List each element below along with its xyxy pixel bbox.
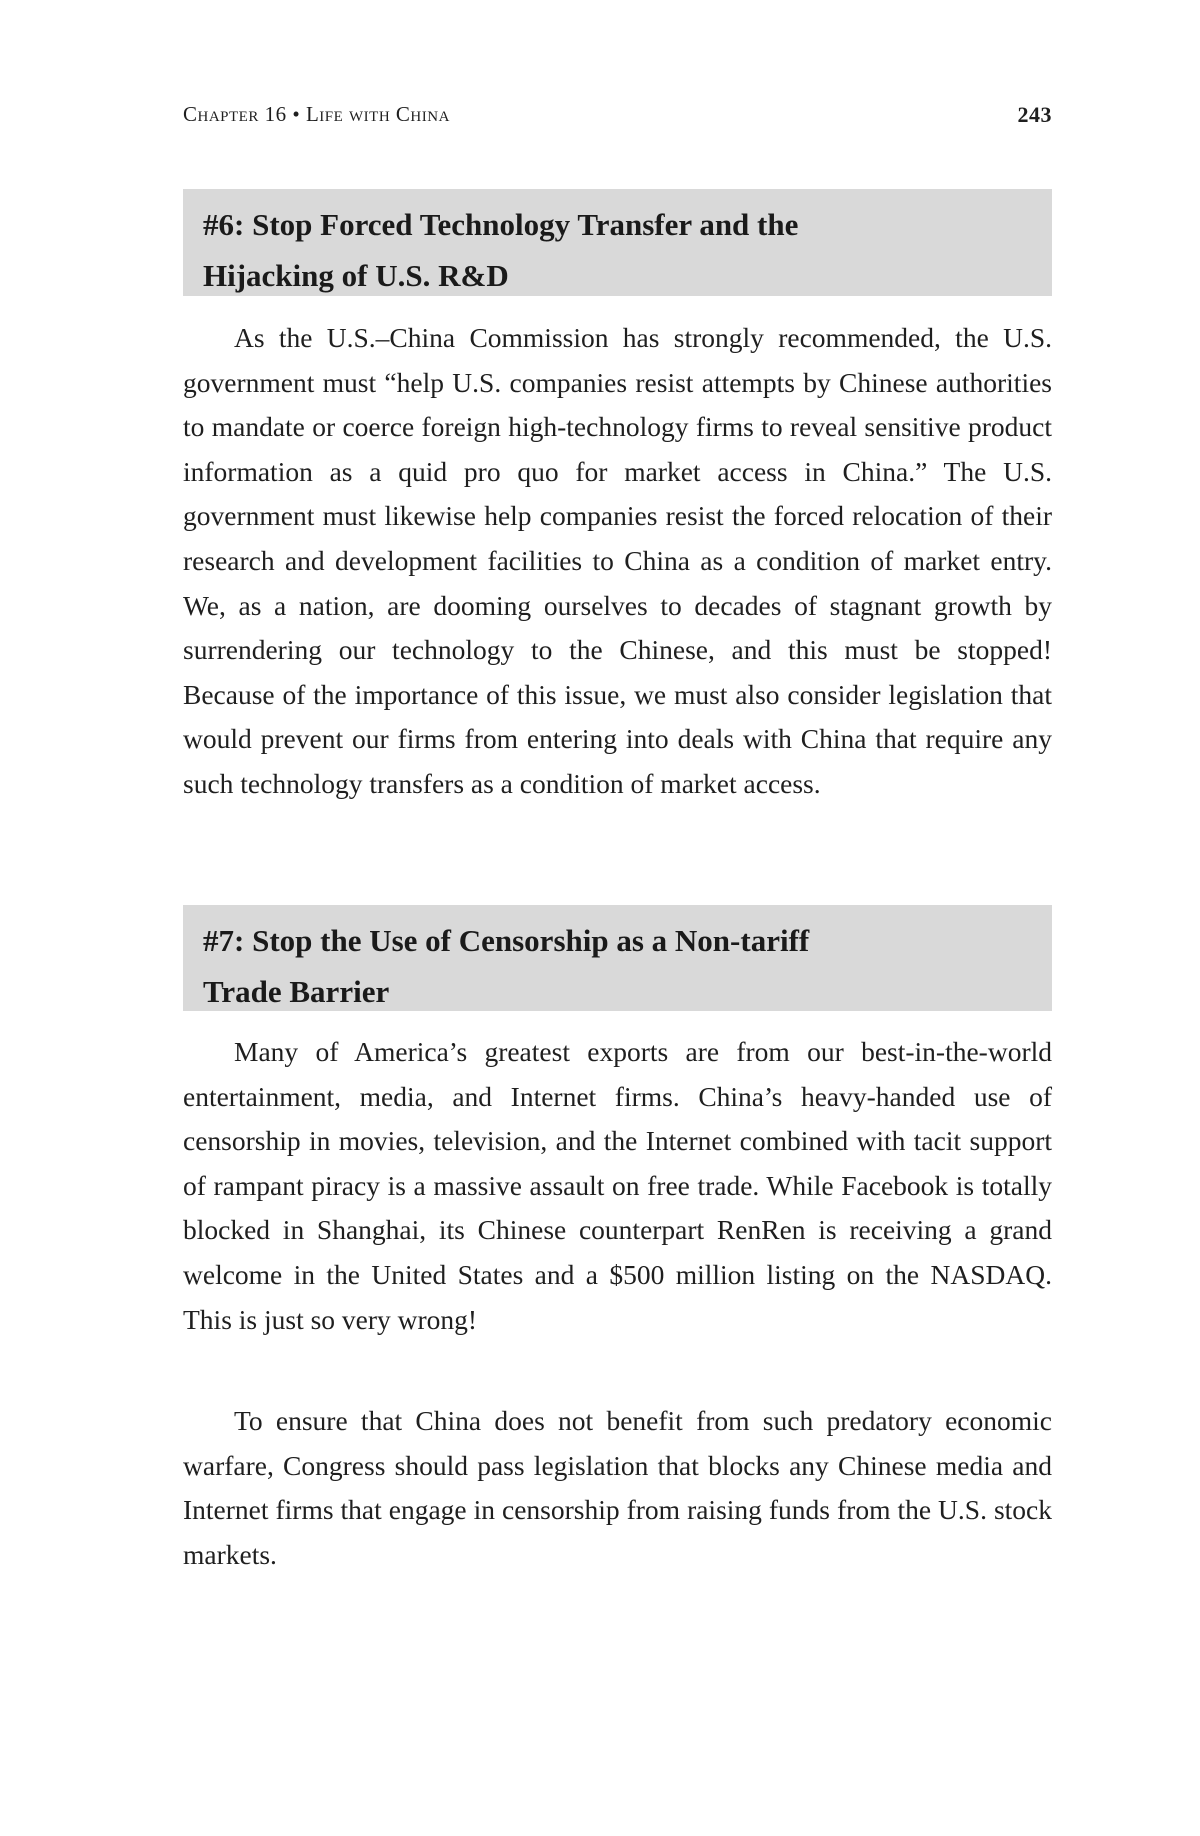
section-heading-7-line1: #7: Stop the Use of Censorship as a Non-tariff (203, 923, 810, 958)
section-heading-6 (183, 189, 1052, 296)
section-heading-6-line1: #6: Stop Forced Technology Transfer and the (203, 207, 799, 242)
section-7-paragraph-2: To ensure that China does not benefit from such predatory economic warfare, Congress should pass legislation that blocks any Chinese media and Internet firms that engage in censorship from raising funds from the U.S. stock markets. (183, 1405, 1052, 1570)
page-number: 243 (1017, 102, 1052, 127)
section-6-paragraph: As the U.S.–China Commission has strongly recommended, the U.S. government must “help U.S. companies resist attempts by Chinese authorities to mandate or coerce foreign high-technology firms to reveal sensitive product information as a quid pro quo for market access in China.” The U.S. government must likewise help companies resist the forced relocation of their research and development facilities to China as a condition of market entry. We, as a nation, are dooming ourselves to decades of stagnant growth by surrendering our technology to the Chinese, and this must be stopped! Because of the importance of this issue, we must also consider legislation that would prevent our firms from entering into deals with China that require any such technology transfers as a condition of market access. (183, 322, 1052, 799)
chapter-title: Chapter 16 • Life with China (183, 102, 450, 126)
section-heading-7-line2: Trade Barrier (203, 974, 390, 1009)
section-heading-6-line2: Hijacking of U.S. R&D (203, 258, 509, 293)
book-page (183, 0, 1052, 1836)
section-7-paragraph-1: Many of America’s greatest exports are from our best-in-the-world entertainment, media, and Internet firms. China’s heavy-handed use of censorship in movies, television, and the Internet combined with tacit support of rampant piracy is a massive assault on free trade. While Facebook is totally blocked in Shanghai, its Chinese counterpart RenRen is receiving a grand welcome in the United States and a $500 million listing on the NASDAQ. This is just so very wrong! (183, 1036, 1052, 1335)
running-head (183, 102, 1052, 132)
section-heading-7 (183, 905, 1052, 1011)
